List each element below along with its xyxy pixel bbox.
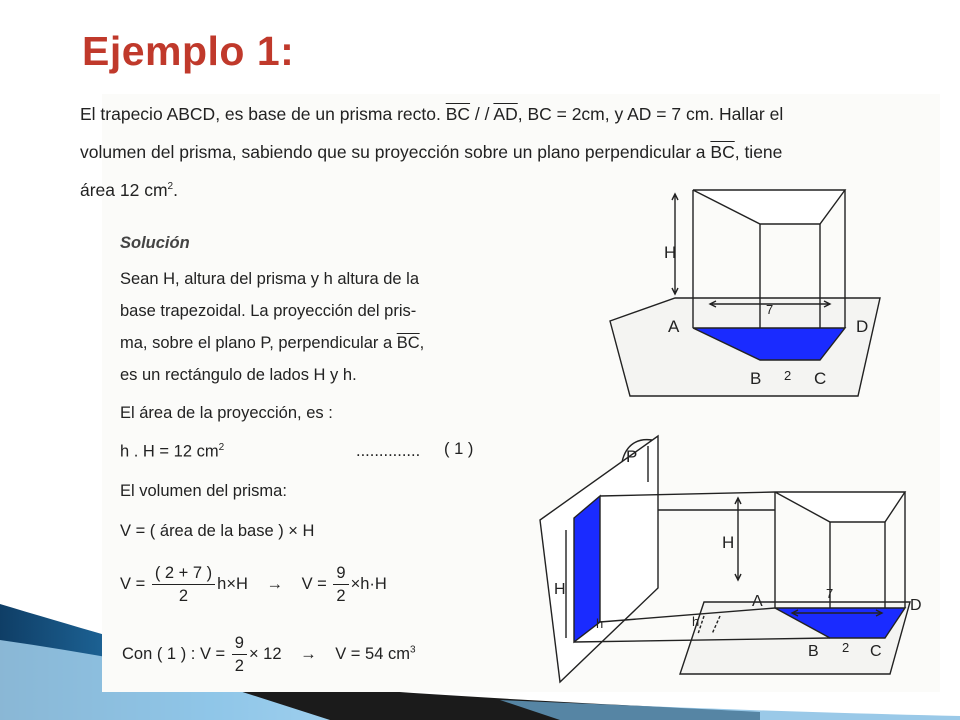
equation-text: h×H — [217, 574, 248, 593]
vertex-D: D — [856, 317, 869, 336]
equation-text: Con ( 1 ) : V = — [122, 644, 226, 663]
solution-line: Sean H, altura del prisma y h altura de la — [120, 270, 419, 288]
label-7: 7 — [766, 302, 774, 317]
solution-text: , — [419, 334, 425, 352]
exponent: 2 — [167, 181, 174, 193]
solution-line: El área de la proyección, es : — [120, 404, 333, 422]
vertex-C: C — [814, 369, 827, 388]
equation-text: V = 54 cm — [335, 644, 410, 663]
equation-text: ×h·H — [350, 574, 387, 593]
label-H: H — [722, 533, 735, 552]
exponent: 3 — [409, 644, 416, 656]
vertex-B: B — [750, 369, 762, 388]
label-H-plane: H — [554, 581, 566, 598]
equation-2: V = ( área de la base ) × H — [120, 522, 315, 540]
label-P: P — [626, 447, 638, 466]
label-H: H — [664, 243, 677, 262]
fraction: $\frac{9}{2}$ — [232, 632, 247, 677]
equation-dots: .............. — [356, 442, 421, 460]
vertex-B: B — [808, 643, 819, 660]
label-7: 7 — [826, 586, 834, 601]
vertex-A: A — [752, 593, 763, 610]
slide-title: Ejemplo 1: — [82, 28, 295, 74]
problem-line-1 — [80, 104, 783, 125]
equation-text: V = — [301, 574, 327, 593]
problem-text: área 12 cm — [80, 180, 168, 200]
solution-line — [120, 334, 424, 353]
equation-text: V = — [120, 574, 146, 593]
problem-line-3 — [80, 180, 178, 201]
exponent: 2 — [218, 442, 225, 453]
equation-text: h . H = 12 cm — [120, 442, 219, 461]
fraction: $\frac{( 2 + 7 )}{2}$ — [152, 562, 215, 607]
problem-text: volumen del prisma, sabiendo que su proyección sobre un plano perpendicular a — [80, 142, 711, 162]
vertex-C: C — [870, 643, 882, 660]
solution-line: base trapezoidal. La proyección del pris- — [120, 302, 417, 320]
label-h-plane: h — [596, 616, 604, 631]
segment-bc: $\overline{BC}$ — [710, 142, 735, 162]
solution-text: ma, sobre el plano P, perpendicular a — [120, 334, 397, 352]
label-h: h — [692, 614, 700, 629]
solution-heading: Solución — [120, 234, 190, 252]
arrow-icon: → — [300, 644, 317, 663]
problem-text: , BC = 2cm, y AD = 7 cm. Hallar el — [517, 104, 784, 124]
prism-projection-figure — [530, 430, 930, 688]
problem-line-2 — [80, 142, 782, 163]
problem-text: El trapecio ABCD, es base de un prisma recto. — [80, 104, 446, 124]
segment-ad: $\overline{AD}$ — [493, 104, 518, 124]
parallel-symbol: / / — [470, 104, 494, 124]
vertex-D: D — [910, 597, 922, 614]
label-2: 2 — [842, 640, 850, 655]
equation-4 — [122, 632, 416, 677]
vertex-A: A — [668, 317, 680, 336]
equation-3 — [120, 562, 387, 607]
arrow-icon: → — [266, 574, 283, 593]
segment-bc: $\overline{BC}$ — [445, 104, 471, 124]
equation-text: × 12 — [248, 644, 282, 663]
solution-line: El volumen del prisma: — [120, 482, 287, 500]
prism-figure-top — [590, 186, 895, 408]
equation-ref: ( 1 ) — [444, 440, 474, 458]
problem-text: . — [173, 180, 178, 200]
label-2: 2 — [784, 368, 792, 383]
problem-text: , tiene — [734, 142, 783, 162]
solution-line: es un rectángulo de lados H y h. — [120, 366, 357, 384]
equation-1 — [120, 442, 224, 462]
segment-bc: $\overline{BC}$ — [396, 334, 420, 352]
fraction: $\frac{9}{2}$ — [333, 562, 348, 607]
